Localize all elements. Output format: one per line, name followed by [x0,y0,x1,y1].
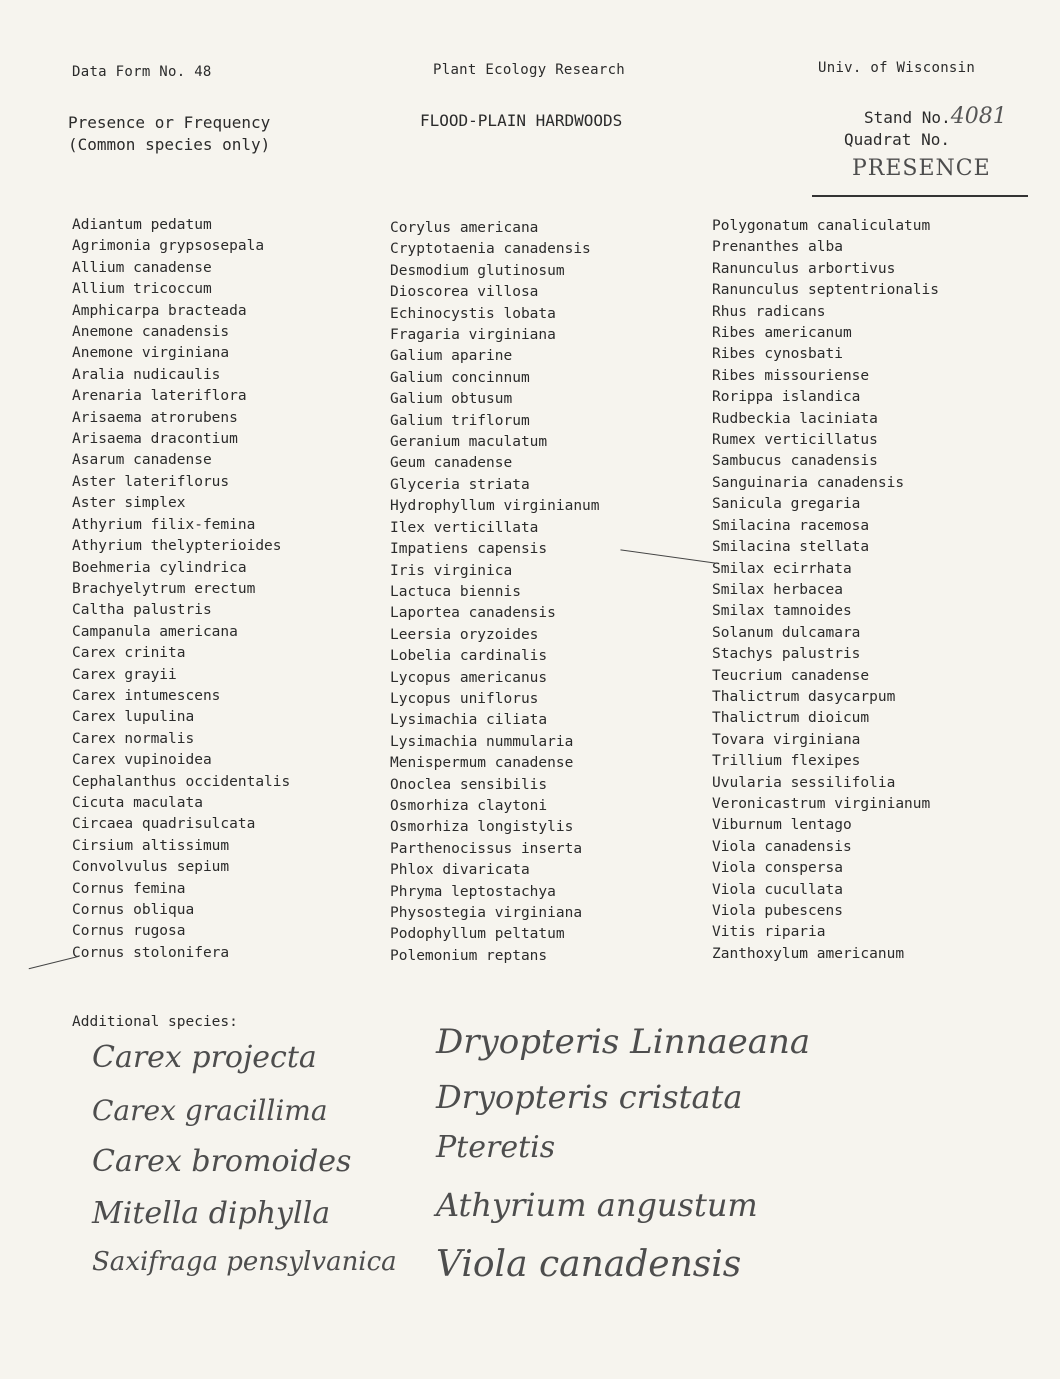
species-item: Lycopus uniflorus [390,690,539,707]
stand-label: Stand No. [864,108,951,127]
species-item: Caltha palustris [72,602,212,619]
species-item: Phlox divaricata [390,862,530,879]
species-item: Osmorhiza longistylis [390,819,574,836]
species-item: Smilacina stellata [712,539,870,556]
species-item: Rorippa islandica [712,389,861,406]
species-item: Viola canadensis [712,838,852,855]
species-item: Ribes cynosbati [712,346,843,363]
handwritten-species: Pteretis [436,1130,556,1165]
species-item: Allium tricoccum [72,281,212,298]
species-item: Tovara virginiana [712,731,861,748]
species-item: Dioscorea villosa [390,284,539,301]
species-item: Galium triflorum [390,412,530,429]
species-item: Boehmeria cylindrica [72,559,247,576]
research-heading: Plant Ecology Research [433,62,626,78]
species-item: Lysimachia nummularia [390,733,574,750]
species-column-3 [712,216,939,965]
handwritten-species: Viola canadensis [436,1244,742,1285]
handwritten-species: Carex projecta [92,1040,317,1075]
species-item: Athyrium thelypterioides [72,538,282,555]
species-item: Amphicarpa bracteada [72,302,247,319]
handwritten-species: Athyrium angustum [436,1186,758,1224]
handwritten-species: Dryopteris Linnaeana [436,1022,811,1062]
species-item: Asarum canadense [72,452,212,469]
stand-quadrat-block [844,106,1007,151]
species-item: Osmorhiza claytoni [390,797,548,814]
species-item: Lobelia cardinalis [390,648,548,665]
species-item: Smilax tamnoides [712,603,852,620]
species-item: Adiantum pedatum [72,217,212,233]
species-item: Sanguinaria canadensis [712,474,905,491]
species-item: Cirsium altissimum [72,837,230,854]
species-item: Vitis riparia [712,924,826,941]
species-item: Ranunculus arbortivus [712,260,896,277]
species-item: Arisaema atrorubens [72,409,238,426]
stand-row [844,106,1007,129]
species-item: Geranium maculatum [390,434,548,451]
species-item: Convolvulus sepium [72,859,230,876]
species-item: Leersia oryzoides [390,626,539,643]
species-item: Carex normalis [72,730,195,747]
species-item: Geum canadense [390,455,513,472]
species-item: Hydrophyllum virginianum [390,498,600,515]
species-item: Laportea canadensis [390,605,556,622]
species-item: Circaea quadrisulcata [72,816,256,833]
species-column-1 [72,215,290,964]
species-item: Parthenocissus inserta [390,840,583,857]
species-item: Solanum dulcamara [712,624,861,641]
species-item: Teucrium canadense [712,667,870,684]
species-item: Rhus radicans [712,303,826,320]
species-item: Ranunculus septentrionalis [712,282,939,299]
form-title: FLOOD-PLAIN HARDWOODS [420,111,623,130]
species-item: Aster lateriflorus [72,473,230,490]
additional-species-label: Additional species: [72,1014,238,1030]
species-item: Viola conspersa [712,860,843,877]
species-item: Smilacina racemosa [712,517,870,534]
species-item: Carex intumescens [72,687,221,704]
species-item: Anemone canadensis [72,324,230,341]
pencil-check-mark [620,549,715,563]
handwritten-species: Dryopteris cristata [436,1078,743,1116]
species-item: Viola cucullata [712,881,843,898]
species-item: Echinocystis lobata [390,305,556,322]
species-item: Viola pubescens [712,903,843,919]
presence-underline [812,195,1028,197]
species-item: Lysimachia ciliata [390,712,548,729]
presence-frequency-label [68,112,270,156]
species-item: Podophyllum peltatum [390,926,565,943]
handwritten-species: Saxifraga pensylvanica [92,1247,397,1277]
species-item: Galium concinnum [390,369,530,386]
species-item: Cornus rugosa [72,923,186,940]
species-item: Polygonatum canaliculatum [712,218,931,234]
species-item: Fragaria virginiana [390,327,556,344]
presence-handwritten: PRESENCE [852,156,991,181]
species-item: Galium obtusum [390,391,513,408]
species-item: Menispermum canadense [390,755,574,772]
species-item: Cryptotaenia canadensis [390,241,591,258]
species-item: Iris virginica [390,562,513,579]
handwritten-species: Carex bromoides [92,1144,352,1179]
species-item: Viburnum lentago [712,817,852,834]
additional-species-right [436,1018,810,1290]
species-item: Smilax ecirrhata [712,560,852,577]
species-item: Uvularia sessilifolia [712,774,896,791]
species-item: Arenaria lateriflora [72,388,247,405]
species-item: Campanula americana [72,623,238,640]
species-item: Lactuca biennis [390,583,521,600]
species-item: Carex crinita [72,645,186,662]
species-item: Aralia nudicaulis [72,366,221,383]
species-item: Thalictrum dasycarpum [712,688,896,705]
species-item: Carex lupulina [72,709,195,726]
species-item: Ribes missouriense [712,367,870,384]
species-item: Ilex verticillata [390,519,539,536]
species-item: Rudbeckia laciniata [712,410,878,427]
species-item: Trillium flexipes [712,753,861,770]
species-item: Cornus stolonifera [72,944,230,961]
additional-species-left [92,1036,397,1282]
species-item: Rumex verticillatus [712,432,878,449]
species-item: Sanicula gregaria [712,496,861,513]
species-item: Cornus femina [72,880,186,897]
species-item: Stachys palustris [712,646,861,663]
species-item: Aster simplex [72,495,186,512]
species-item: Onoclea sensibilis [390,776,548,793]
stand-value: 4081 [950,104,1007,129]
species-item: Cicuta maculata [72,794,203,811]
species-item: Prenanthes alba [712,239,843,256]
species-item: Allium canadense [72,259,212,276]
species-item: Agrimonia grypsosepala [72,238,265,255]
species-item: Corylus americana [390,220,539,236]
handwritten-species: Carex gracillima [92,1094,328,1127]
species-item: Phryma leptostachya [390,883,556,900]
species-item: Physostegia virginiana [390,905,583,921]
species-item: Anemone virginiana [72,345,230,362]
species-item: Athyrium filix-femina [72,516,256,533]
species-item: Sambucus canadensis [712,453,878,470]
handwritten-species: Mitella diphylla [92,1196,331,1231]
presence-line-2: (Common species only) [68,135,271,154]
species-column-2 [390,218,600,967]
species-item: Veronicastrum virginianum [712,795,931,812]
species-item: Arisaema dracontium [72,431,238,448]
species-item: Galium aparine [390,348,513,365]
species-item: Glyceria striata [390,476,530,493]
species-item: Cornus obliqua [72,902,195,918]
species-item: Impatiens capensis [390,541,548,558]
university-heading: Univ. of Wisconsin [818,60,976,76]
species-item: Lycopus americanus [390,669,548,686]
species-item: Carex grayii [72,666,177,683]
species-item: Zanthoxylum americanum [712,945,905,962]
species-item: Polemonium reptans [390,947,548,964]
species-item: Brachyelytrum erectum [72,580,256,597]
form-number: Data Form No. 48 [72,64,212,80]
species-item: Ribes americanum [712,325,852,342]
presence-line-1: Presence or Frequency [68,113,271,132]
species-item: Smilax herbacea [712,581,843,598]
quadrat-label: Quadrat No. [844,130,950,149]
species-item: Desmodium glutinosum [390,262,565,279]
species-item: Thalictrum dioicum [712,710,870,727]
species-item: Carex vupinoidea [72,752,212,769]
species-item: Cephalanthus occidentalis [72,773,291,790]
